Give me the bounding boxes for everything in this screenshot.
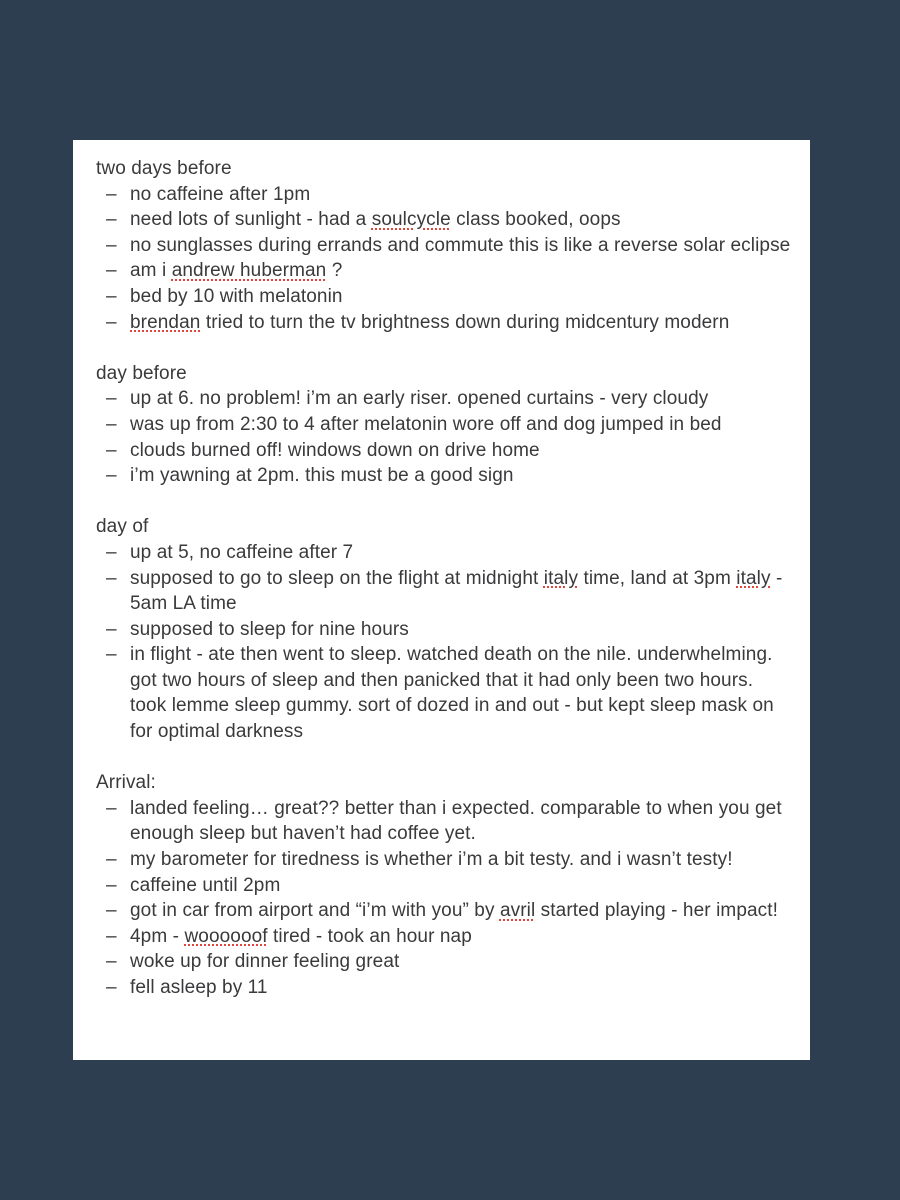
item-text: am i [130,260,172,282]
item-text: clouds burned off! windows down on drive home [130,439,540,461]
item-text: - 5am LA time [130,567,783,615]
list-item [96,412,794,438]
misspelled-word[interactable]: avril [499,900,536,922]
item-text: fell asleep by 11 [130,977,268,998]
misspelled-word[interactable]: soulcycle [371,209,451,231]
list-item [96,463,794,489]
note-page[interactable] [73,140,810,1060]
dash-bullet-icon: – [106,183,117,205]
list-item [96,258,794,284]
item-text: started playing - her impact! [535,900,779,922]
dash-bullet-icon: – [106,900,117,922]
dash-bullet-icon: – [106,439,117,461]
misspelled-word[interactable]: brendan [130,311,201,333]
dash-bullet-icon: – [106,797,117,819]
dash-bullet-icon: – [106,209,117,231]
item-text: landed feeling… great?? better than i expected. comparable to when you get enough sleep but haven’t had coffee yet. [130,797,782,845]
item-text: up at 5, no caffeine after 7 [130,541,354,563]
dash-bullet-icon: – [106,260,117,282]
bullet-list [96,182,794,336]
dash-bullet-icon: – [106,849,117,871]
bullet-list [96,540,794,745]
list-item [96,847,794,873]
misspelled-word[interactable]: andrew huberman [171,260,327,282]
dash-bullet-icon: – [106,285,117,307]
item-text: my barometer for tiredness is whether i’m a bit testy. and i wasn’t testy! [130,849,733,871]
dash-bullet-icon: – [106,618,117,640]
item-text: in flight - ate then went to sleep. watched death on the nile. underwhelming. got two hours of sleep and then panicked that it had only been two hours. took lemme sleep gummy. sort of dozed in and out - but kept sleep mask on for optimal darkness [130,644,774,743]
dash-bullet-icon: – [106,388,117,410]
item-text: 4pm - [130,925,185,947]
list-item [96,182,794,208]
dash-bullet-icon: – [106,234,117,256]
misspelled-word[interactable]: italy [736,567,771,589]
item-text: no caffeine after 1pm [130,183,311,205]
item-text: i’m yawning at 2pm. this must be a good sign [130,465,514,487]
item-text: time, land at 3pm [578,567,737,589]
dash-bullet-icon: – [106,465,117,487]
dash-bullet-icon: – [106,413,117,435]
list-item [96,873,794,899]
item-text: need lots of sunlight - had a [130,209,372,231]
list-item [96,924,794,950]
dash-bullet-icon: – [106,567,117,589]
dash-bullet-icon: – [106,951,117,973]
list-item [96,233,794,259]
list-item [96,898,794,924]
list-item [96,566,794,617]
item-text: caffeine until 2pm [130,874,281,896]
section-heading: Arrival: [96,772,156,794]
list-item [96,310,794,336]
dash-bullet-icon: – [106,874,117,896]
item-text: tried to turn the tv brightness down during midcentury modern [200,311,730,333]
bullet-list [96,796,794,1001]
item-text: woke up for dinner feeling great [130,951,400,973]
list-item [96,642,794,744]
list-item [96,284,794,310]
dash-bullet-icon: – [106,644,117,666]
note-section [96,770,794,1000]
misspelled-word[interactable]: woooooof [184,925,268,947]
section-heading: two days before [96,158,232,179]
dash-bullet-icon: – [106,925,117,947]
list-item [96,796,794,847]
list-item [96,617,794,643]
note-section [96,514,794,744]
dash-bullet-icon: – [106,541,117,563]
list-item [96,949,794,975]
note-section [96,361,794,489]
item-text: supposed to go to sleep on the flight at midnight [130,567,544,589]
note-section [96,156,794,335]
item-text: class booked, oops [450,209,621,231]
item-text: bed by 10 with melatonin [130,285,343,307]
item-text: no sunglasses during errands and commute this is like a reverse solar eclipse [130,234,791,256]
bullet-list [96,386,794,488]
misspelled-word[interactable]: italy [543,567,579,589]
item-text: ? [326,260,343,282]
dash-bullet-icon: – [106,311,117,333]
list-item [96,386,794,412]
list-item [96,540,794,566]
list-item [96,207,794,233]
list-item [96,438,794,464]
item-text: was up from 2:30 to 4 after melatonin wore off and dog jumped in bed [130,413,722,435]
item-text: got in car from airport and “i’m with you” by [130,900,500,922]
section-heading: day before [96,362,187,384]
list-item [96,975,794,1001]
item-text: tired - took an hour nap [267,925,472,947]
item-text: supposed to sleep for nine hours [130,618,409,640]
section-heading: day of [96,516,149,538]
item-text: up at 6. no problem! i’m an early riser. opened curtains - very cloudy [130,388,709,410]
dash-bullet-icon: – [106,977,117,998]
